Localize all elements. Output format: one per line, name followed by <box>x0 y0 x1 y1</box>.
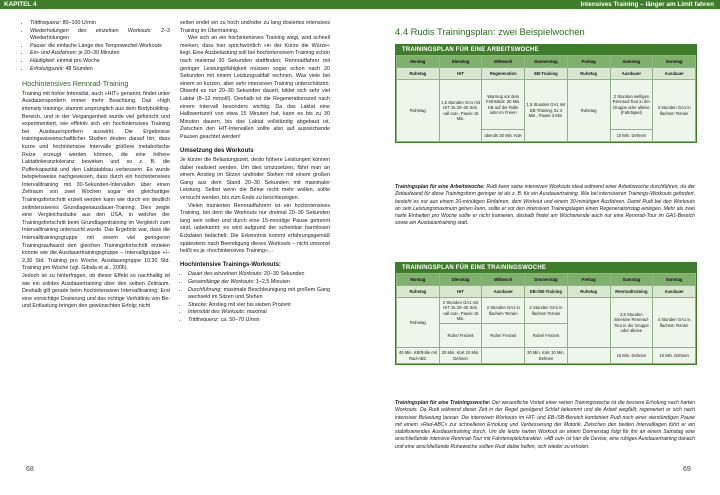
table-cell: Ruhetag <box>567 80 610 142</box>
table-cell: Ruhe/ Freizeit <box>482 324 525 348</box>
table-cell: 3 Stunden GA1 in flachem Terrain <box>653 80 696 142</box>
table-cell: abends 30 Min. KoK <box>482 130 525 142</box>
table-cell <box>567 298 610 348</box>
table-header-day: Sonntag <box>653 56 696 68</box>
paragraph: selten endet ein zu hoch und/oder zu lang dosiertes intensives Training im Übertraining. <box>180 20 330 34</box>
table-header-day: Mittwoch <box>482 274 525 286</box>
plan-title: TRAININGSPLAN FÜR EINE ARBEITSWOCHE <box>396 45 696 55</box>
section-title: 4.4 Rudis Trainingsplan: zwei Beispielwochen <box>395 26 585 37</box>
table-cell: Ausdauer <box>653 286 696 298</box>
table-cell: 4 Stunden GA1 in flachem Terrain <box>653 298 696 348</box>
table-header-day: Dienstag <box>439 274 482 286</box>
table-cell: Ruhetag <box>397 68 440 80</box>
list-item: • Intensität des Workouts: maximal <box>188 309 330 317</box>
section-heading: Hochintensive Trainings-Workouts: <box>180 261 281 268</box>
table-cell: 2 Stunden welliges Rennrad-Tour in der Gruppe oder alleine (Fahrtspiel) <box>610 80 653 130</box>
table-cell: Ruhetag <box>397 298 440 348</box>
table-cell: 1,5 Stunden GA1 mit EB-Training, 5x 4 Min., Pause 3 Min. <box>525 80 568 142</box>
table-cell: 1,5 Stunden GA1 mit HIT 3x 20–30 Sek. »all out«, Pause 15 Min. <box>439 80 482 142</box>
left-column-1 <box>22 20 170 311</box>
paragraph: Vielen trainierten Rennradfahrern ist ein hochintensives Training, bei dem die Workouts nur dreimal 20–30 Sekunden lang sein sollen und durch eine 15-minütige Pause getrennt sind, unbekannt; es wird aufgrund der scheinbar harmlosen Eckdaten belächelt. Die Erkenntnis kommt erfahrungsgemäß spätestens nach Beendigung dieses Workouts – nicht umsonst heißt es ja »hochintensives Training«… <box>180 202 330 255</box>
table-cell: 10 Min. Dehnen <box>610 348 653 364</box>
table-cell: Ruhetag <box>397 80 440 142</box>
plan-workweek-table <box>395 44 697 143</box>
list-item: • Trittfrequenz: 80–100 U/min <box>30 20 170 28</box>
list-item: • Pause: die einfache Länge des Tempowechel-Workouts <box>30 43 170 51</box>
table-cell: 20 Min. KoK 10 Min. Dehnen <box>525 348 568 364</box>
list-item: • Trittfrequenz: ca. 50–70 U/min <box>188 317 330 325</box>
plan-title: TRAININGSPLAN FÜR EINE TRAININGSWOCHE <box>396 263 696 273</box>
list-item: • Wiederholungen des einzelnen Workouts: 2–3 Wiederholungen <box>30 28 170 43</box>
table-cell: 10 Min. Dehnen <box>610 130 653 142</box>
table-cell: Regeneration <box>482 68 525 80</box>
table-cell: 2 Stunden GA1 in flachem Terrain <box>482 298 525 324</box>
plan-trainingweek-table <box>395 262 697 365</box>
table-cell <box>567 348 610 364</box>
table-cell: Ruhe/ Freizeit <box>525 324 568 348</box>
table-cell: 2,5 Stunden intensive Rennrad-Tour in der Gruppe oder alleine <box>610 298 653 348</box>
table-header-day: Donnerstag <box>525 56 568 68</box>
list-item: • Gesamtlänge der Workouts: 1–2,5 Minuten <box>188 279 330 287</box>
table-cell: 10 Min. Dehnen <box>653 348 696 364</box>
workout-params-list <box>22 20 170 73</box>
list-item: • Dauer des einzelnen Workouts: 20–30 Sekunden <box>188 271 330 279</box>
table-cell: Ruhe/ Freizeit <box>439 324 482 348</box>
table-cell: HIT <box>439 286 482 298</box>
table-header-day: Sonntag <box>653 274 696 286</box>
paragraph: Je kürzer die Belastungszeit, desto höhere Leistungen können dabei realisiert werden. Um dies umzusetzen, fährt man an einem Anstieg im Sitzen und/oder Stehen mit einem großen Gang aus dem Stand 20–30 Sekunden mit maximaler Leistung. Selbst wenn die Beine nicht mehr wollen, sollte versucht werden, bis zum Ende zu beschleunigen. <box>180 157 330 202</box>
paragraph: Training mit hoher Intensität, auch »HIT« genannt, findet unter Ausdauersportlern immer mehr Beachtung. Das »high intensity training« stammt ursprünglich aus dem Bodybuilding-Bereich, und in der Vergangenheit wurde viel geforscht und experimentiert, wie effektiv sich ein hochintensives Training bei Ausdauersportlern auswirkt. Die Ergebnisse trainingswissenschaftlicher Studien deuten darauf hin, dass kurze und hochintensive Intervalle größere metabolische Reize erzeugt werden können, die eine höhere Laktattoleranztoleranz bewirken und so z. B. die Pufferkapazität und den Laktatabbau verbessern. Es wurde beispielsweise nachgewiesen, dass durch ein hochintensives Intervalltraining mit 30-Sekunden-Intervallen über einen Zeitraum von zwei Wochen sogar ein gleichartiger Trainingsfortschritt erzielt werden kann wie durch ein deutlich zeitintensiveres Grundlagenausdauer-Training. Dies zeigte eine Vergleichsstudie aus den USA, in welcher der Trainingsfortschritt beim Grundlagentraining im Vergleich zum Intervalltraining untersucht wurde. Das Ergebnis war, dass die Intervalltrainingsgruppe mit einem viel geringeren Trainingsaufwand den gleichen Trainingsfortschritt erzielen konnte wie die Ausdauertrainingsgruppe – Intervallgruppe +/– 2,30 Std. Training pro Woche, Ausdauergruppe 10,30 Std. Training pro Woche (vgl. Gibala et al., 2006). <box>22 90 170 272</box>
table-header-day: Mittwoch <box>482 56 525 68</box>
table-header-day: Samstag <box>610 56 653 68</box>
table-header-day: Samstag <box>610 274 653 286</box>
table-cell: Ausdauer <box>482 286 525 298</box>
list-item: • Strecke: Anstieg mit vier bis sieben Prozent <box>188 302 330 310</box>
list-item: • Ein- und Ausfahren: je 20–30 Minuten <box>30 50 170 58</box>
list-item: • Häufigkeit: einmal pro Woche <box>30 58 170 66</box>
table-cell: Rennradtraining <box>610 286 653 298</box>
table-cell: EB-/SB-Training <box>525 286 568 298</box>
table-cell: EB-Training <box>525 68 568 80</box>
table-header-day: Montag <box>397 274 440 286</box>
table-cell: 2 Stunden GA1 in flachem Terrain <box>525 298 568 324</box>
table-header-day: Dienstag <box>439 56 482 68</box>
table-cell: Ruhetag <box>567 68 610 80</box>
table-cell: 45 Min. KB/Rolle mit Rad-ABC <box>397 348 440 364</box>
table-cell: Ausdauer <box>653 68 696 80</box>
table-cell: Ruhetag <box>567 286 610 298</box>
table-header-day: Freitag <box>567 274 610 286</box>
section-heading: Umsetzung des Workouts <box>180 147 254 154</box>
table-cell <box>482 348 525 364</box>
left-column-2 <box>180 20 330 325</box>
table-cell: HIT <box>439 68 482 80</box>
caption-workweek: Trainingsplan für eine Arbeitswoche: Rudi kann seine intensiven Workouts ideal während einer Arbeitswoche durchführen, da der Zeitaufwand für diese Trainingsform geringer ist als z. B. für ein Ausdauertraining. Wie bei intensiveren Trainings-Workouts gefordert, besteht es nur aus einem 20-minütigen Einfahren, dem Workout und einem 30-minütigen Ausfahren. Damit Rudi bei den Workouts an sein Leistungsmaximum gehen kann, sollte er vor den intensiven Trainingstagen einen Regenerationstag einlegen. Mehr als zwei harte Einheiten pro Woche sollte er nicht trainieren, deshalb findet am Wochenende auch nur eine Rennrad-Tour im GA1-Bereich sowie ein Ausdauertraining statt. <box>395 184 695 227</box>
running-header: Intensives Training – länger am Limit fahren <box>360 0 720 9</box>
chapter-header: KAPITEL 4 <box>0 0 360 9</box>
hit-workouts-list <box>180 271 330 324</box>
table-cell: Warmup vor dem Frühstück: 30 Min. KB auf der Rolle oder im Freien <box>482 80 525 130</box>
paragraph: Jedoch ist zu hinterfragen, ob dieser Effekt so nachhaltig ist wie ein solides Ausdauertraining über den selben Zeitraum. Deshalb gilt gerade beim hochintensiven Intervalltraining: Erst eine vorsichtige Dosierung und das richtige Verhältnis von Be- und Entlastung bringen den gewünschten Erfolg; nicht <box>22 273 170 310</box>
table-header-day: Freitag <box>567 56 610 68</box>
table-cell: Ausdauer <box>610 68 653 80</box>
list-item: • Durchführung: maximale Beschleunigung mit großem Gang wechseld im Sitzen und Stehen <box>188 287 330 302</box>
caption-trainingweek: Trainingsplan für eine Trainingswoche: Der wesentliche Vorteil einer reinen Trainingswoche ist die bessere Erholung nach harten Workouts. Da Rudi während dieser Zeit in der Regel genügend Schlaf bekommt und die Arbeit wegfällt, regeneriert er sich nach intensiver Belastung besser. Die intensiven Workouts im HIT- und EB-/SB-Bereich kombiniert Rudi noch einer vierstündigen Pause mit einem »Rad-ABC« zur schnelleren Erholung und Verbesserung der Motorik. Zwischen den beiden Intervalltagen führt er ein stabilisierendes Ausdauertraining durch. Um die letzte harten Workout an einem Donnerstag folgt für ihn an einem Samstag eine anschließende intensive Rennrad-Tour mit Fahrtenspielcharakter. »AB out« ist hier die Devise, eine ruhiges Ausdauertraining danach und eine anschließende Ruhewoche sollten Rudi dabei helfen, sich wieder zu erholen. <box>395 400 695 450</box>
table-cell: Ruhetag <box>397 286 440 298</box>
table-header-day: Montag <box>397 56 440 68</box>
page-number-right: 69 <box>683 466 691 473</box>
table-cell: 2 Stunden GA1 mit HIT 3x 20–30 Sek. »all out«, Pause 15 Min. <box>439 298 482 324</box>
paragraph: Wer sich an ein hochintensives Training wagt, wird schnell merken, dass hier sprichwörtlich »in der Kürze die Würze« liegt. Eine Ausbelastung soll bei hochintensivem Training schon nach maximal 30 Sekunden stattfinden; Rennradfahrer mit geringer Leistungsfähigkeit müssen sogar schon nach 20 Sekunden mit einem Leistungsabfall rechnen. Was viele bei einem so kurzen, aber sehr intensiven Training unterschätzen: Obwohl es nur 20–30 Sekunden dauert, bildet sich sehr viel Laktat (8–12 mmol/l). Deshalb ist die Regenerationszeit nach einem Intervall besonders wichtig. Da das Laktat eine Halbwertszeit von etwa 15 Minuten hat, kann es bis zu 30 Minuten dauern, bis das Laktat vollständig abgebaut ist. Zwischen den HIT-Intervallen sollte also auf ausreichende Pausen geachtet werden! <box>180 35 331 140</box>
section-heading: Hochintensives Rennrad-Training <box>22 79 129 89</box>
page-number-left: 68 <box>26 466 34 473</box>
table-cell: 20 Min. KoK 10 Min. Dehnen <box>439 348 482 364</box>
table-header-day: Donnerstag <box>525 274 568 286</box>
list-item: • Erholungszeit: 48 Stunden <box>30 66 170 74</box>
